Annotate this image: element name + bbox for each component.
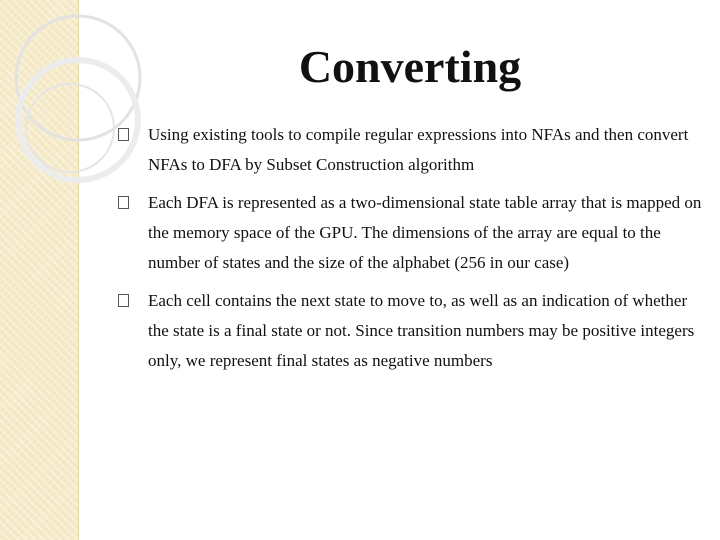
bullet-text: Each DFA is represented as a two-dimensional state table array that is mapped on the memory space of the GPU. The dimensions of the array are equal to the number of states and the size of the alphabet (256 in our case) [148,193,702,272]
square-bullet-icon [118,128,129,141]
bullet-text: Each cell contains the next state to move to, as well as an indication of whether the state is a final state or not. Since transition numbers may be positive integers only, we represent final states as negative numbers [148,291,695,370]
bullet-item [118,286,708,376]
bullet-item [118,120,708,180]
bullet-text: Using existing tools to compile regular expressions into NFAs and then convert NFAs to DFA by Subset Construction algorithm [148,125,689,174]
square-bullet-icon [118,196,129,209]
square-bullet-icon [118,294,129,307]
bullet-list [118,120,708,384]
slide-title: Converting [298,41,522,92]
bullet-item [118,188,708,278]
